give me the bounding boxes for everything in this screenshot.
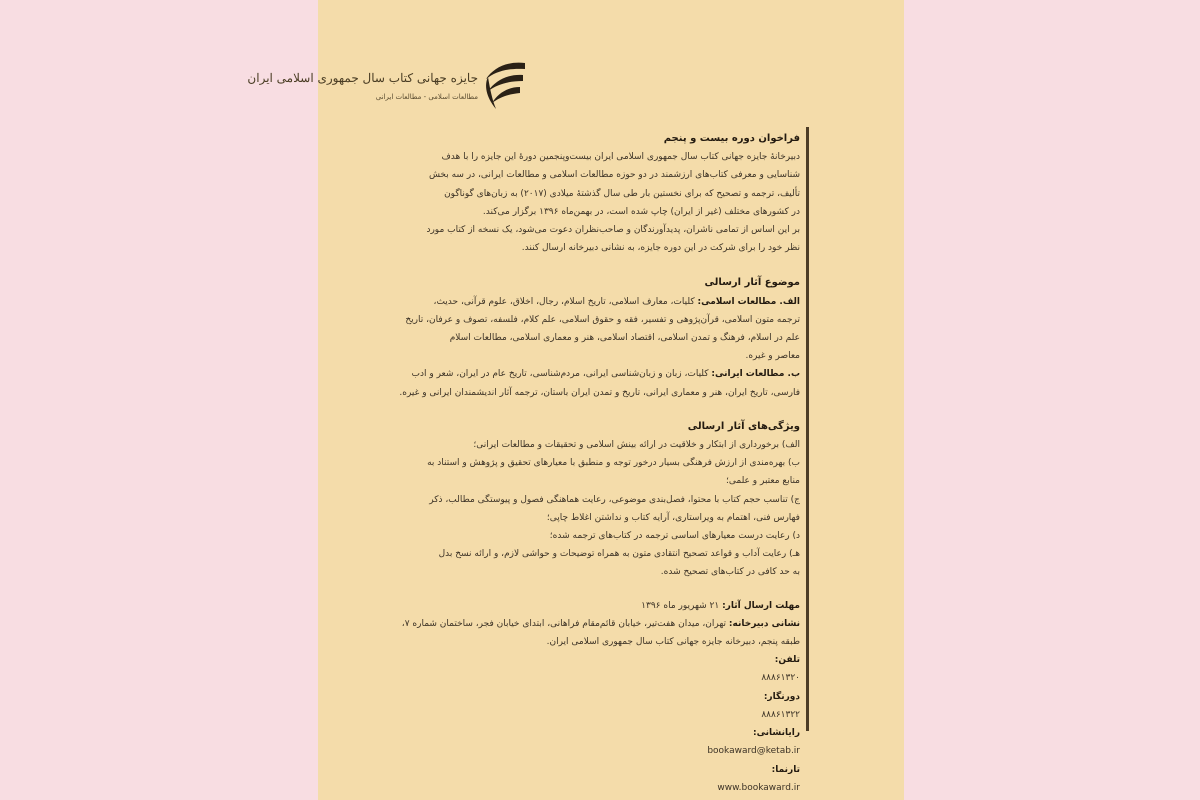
- phone-line: [342, 651, 800, 669]
- award-emblem-icon: [478, 57, 528, 117]
- vertical-rule: [806, 127, 809, 731]
- award-logo: [247, 57, 528, 117]
- intro-line: نظر خود را برای شرکت در این دوره جایزه، به نشانی دبیرخانه ارسال کنند.: [521, 243, 800, 254]
- email-line: [342, 724, 800, 742]
- subjects-heading: موضوع آثار ارسالی: [704, 277, 800, 289]
- intro-line: دبیرخانهٔ جایزه جهانی کتاب سال جمهوری اسلامی ایران بیست‌وپنجمین دورهٔ این جایزه را با هدف: [441, 152, 800, 163]
- subject-a-line: علم در اسلام، فرهنگ و تمدن اسلامی، اقتصاد اسلامی، هنر و معماری اسلامی، مطالعات اسلام: [449, 333, 800, 344]
- subject-a-line: ترجمه متون اسلامی، قرآن‌پژوهی و تفسیر، فقه و حقوق اسلامی، علم کلام، فلسفه، تصوف و عرفان، تاریخ: [405, 314, 800, 325]
- logo-title: جایزه جهانی کتاب سال جمهوری اسلامی ایران: [247, 71, 478, 85]
- features-heading: ویژگی‌های آثار ارسالی: [687, 420, 800, 432]
- phone-label: تلفن:: [774, 655, 800, 666]
- fax-value: ۸۸۸۶۱۳۲۲: [761, 709, 800, 720]
- deadline-value: ۲۱ شهریور ماه ۱۳۹۶: [641, 600, 723, 611]
- subject-a-line: [342, 293, 800, 311]
- address-value: تهران، میدان هفت‌تیر، خیابان قائم‌مقام فراهانی، ابتدای خیابان فجر، ساختمان شماره ۷،: [401, 618, 729, 629]
- section-gap: [342, 582, 800, 597]
- feature-line: الف) برخورداری از ابتکار و خلاقیت در ارائه بینش اسلامی و تحقیقات و مطالعات ایرانی؛: [473, 440, 800, 451]
- subject-b-text: کلیات، زبان و زبان‌شناسی ایرانی، مردم‌شناسی، تاریخ عام در ایران، شعر و ادب: [411, 369, 712, 380]
- fax-line: [342, 688, 800, 706]
- feature-line: ج) تناسب حجم کتاب با محتوا، فصل‌بندی موضوعی، رعایت هماهنگی فصول و پیوستگی مطالب، ذکر: [429, 494, 800, 505]
- subject-b-line: [342, 365, 800, 383]
- subject-b-label: ب. مطالعات ایرانی:: [711, 369, 800, 380]
- section-gap: [342, 257, 800, 274]
- phone-value: ۸۸۸۶۱۳۲۰: [761, 673, 800, 684]
- address-line-2: طبقه پنجم، دبیرخانه جایزه جهانی کتاب سال جمهوری اسلامی ایران.: [546, 637, 800, 648]
- deadline-line: [342, 597, 800, 615]
- email-value[interactable]: bookaward@ketab.ir: [707, 746, 800, 757]
- logo-subtitle: مطالعات اسلامی - مطالعات ایرانی: [375, 93, 478, 101]
- website-value[interactable]: www.bookaward.ir: [717, 782, 800, 793]
- intro-line: تألیف، ترجمه و تصحیح که برای نخستین بار طی سال گذشتهٔ میلادی (۲۰۱۷) به زبان‌های گوناگون: [444, 188, 800, 199]
- feature-line: فهارس فنی، اهتمام به ویراستاری، آرایه کتاب و نداشتن اغلاط چاپی؛: [546, 512, 800, 523]
- address-line: [342, 615, 800, 633]
- fax-label: دورنگار:: [763, 691, 800, 702]
- subject-a-line: معاصر و غیره.: [745, 351, 800, 362]
- subject-b-line: فارسی، تاریخ ایران، هنر و معماری ایرانی، تاریخ و تمدن ایران باستان، ترجمه آثار اندیشمندان ایرانی و غیره.: [399, 387, 800, 398]
- intro-line: در کشورهای مختلف (غیر از ایران) چاپ شده است، در بهمن‌ماه ۱۳۹۶ برگزار می‌کند.: [482, 206, 800, 217]
- intro-line: شناسایی و معرفی کتاب‌های ارزشمند در دو حوزه مطالعات اسلامی و مطالعات ایرانی، در سه بخش: [428, 170, 800, 181]
- deadline-label: مهلت ارسال آثار:: [722, 600, 800, 611]
- email-label: رایانشانی:: [752, 728, 800, 739]
- feature-line: منابع معتبر و علمی؛: [726, 476, 800, 487]
- intro-line: بر این اساس از تمامی ناشران، پدیدآورندگان و صاحب‌نظران دعوت می‌شود، یک نسخه از کتاب مورد: [426, 225, 800, 236]
- subject-a-text: کلیات، معارف اسلامی، تاریخ اسلام، رجال، اخلاق، علوم قرآنی، حدیث،: [433, 296, 698, 307]
- feature-line: د) رعایت درست معیارهای اساسی ترجمه در کتاب‌های ترجمه شده؛: [549, 531, 800, 542]
- feature-line: ب) بهره‌مندی از ارزش فرهنگی بسیار درخور توجه و منطبق با معیارهای تحقیق و پژوهش و استناد به: [427, 458, 800, 469]
- subject-a-label: الف. مطالعات اسلامی:: [697, 296, 800, 307]
- feature-line: به حد کافی در کتاب‌های تصحیح شده.: [660, 567, 800, 578]
- call-content: [342, 130, 800, 797]
- call-heading: فراخوان دوره بیست و پنجم: [663, 133, 800, 144]
- website-label: تارنما:: [771, 764, 800, 775]
- website-line: [342, 761, 800, 779]
- section-gap: [342, 402, 800, 418]
- address-label: نشانی دبیرخانه:: [728, 618, 800, 629]
- feature-line: هـ) رعایت آداب و قواعد تصحیح انتقادی متون به همراه توضیحات و حواشی لازم، و ارائه نسخ بدل: [438, 549, 800, 560]
